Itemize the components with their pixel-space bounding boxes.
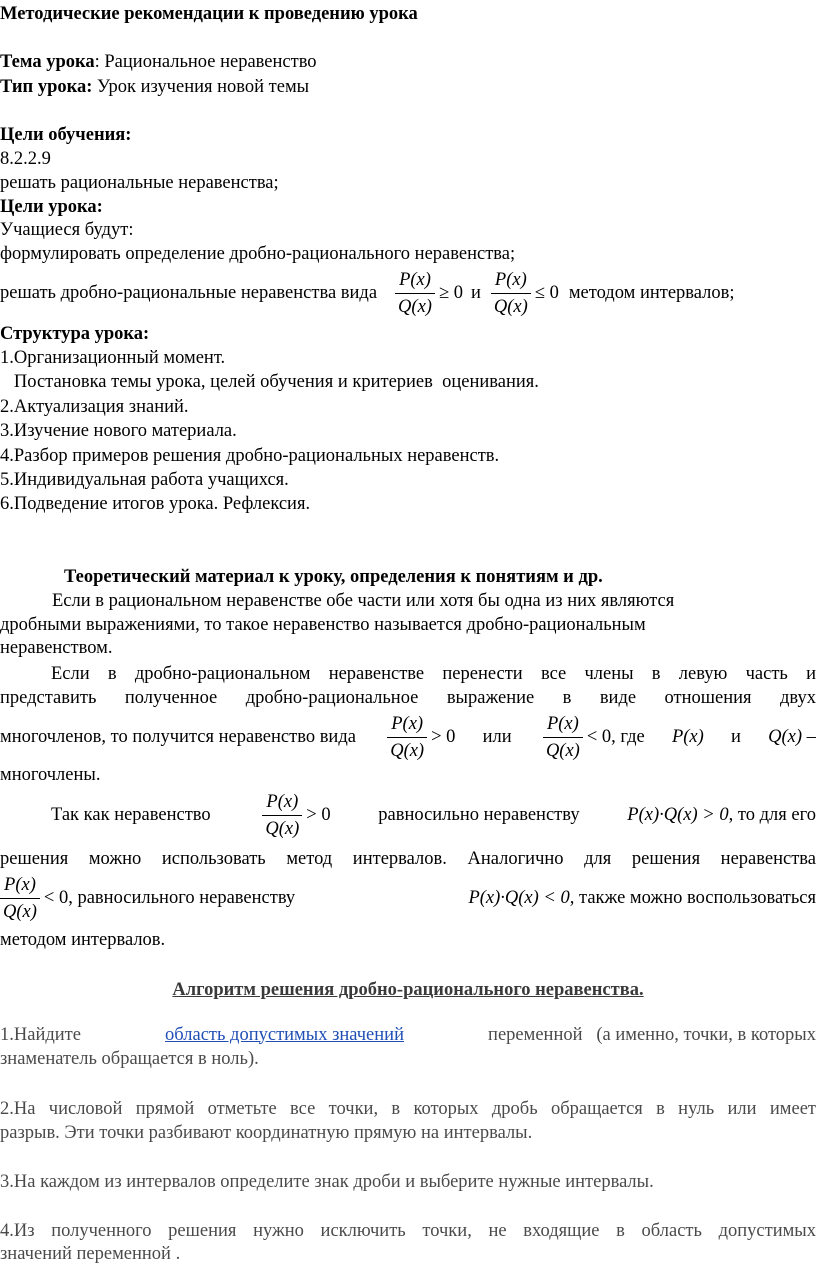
topic-line bbox=[0, 51, 317, 73]
theory-p1-line2: дробными выражениями, то такое неравенство называется дробно-рациональным bbox=[0, 615, 646, 635]
fraction-denominator: Q(x) bbox=[545, 740, 580, 761]
p-of-x: P(x) bbox=[671, 726, 704, 747]
algorithm-step-3: 3.На каждом из интервалов определите знак дроби и выберите нужные интервалы. bbox=[0, 1172, 654, 1192]
fraction-lt-group bbox=[0, 872, 295, 925]
lesson-goal-2-tail: методом интервалов; bbox=[568, 282, 735, 303]
structure-item: 2.Актуализация знаний. bbox=[0, 397, 189, 417]
theory-p2-line2: представить полученное дробно-рациональное выражение в виде отношения двух bbox=[0, 688, 816, 708]
product-gt-group bbox=[627, 805, 816, 826]
lesson-goal-2-text: решать дробно-рациональные неравенства вида bbox=[0, 282, 378, 303]
algorithm-step-2-line2: разрыв. Эти точки разбивают координатную прямую на интервалы. bbox=[0, 1123, 533, 1143]
lesson-type-label: Тип урока: bbox=[0, 77, 93, 97]
structure-item: 6.Подведение итогов урока. Рефлексия. bbox=[0, 494, 311, 514]
and-word: и bbox=[470, 282, 481, 303]
structure-item: 4.Разбор примеров решения дробно-рациональных неравенств. bbox=[0, 446, 500, 466]
structure-item: 5.Индивидуальная работа учащихся. bbox=[0, 470, 289, 490]
theory-heading: Теоретический материал к уроку, определения к понятиям и др. bbox=[64, 567, 603, 587]
product-lt: P(x)·Q(x) < 0 bbox=[468, 887, 570, 908]
theory-p2-line3-text: многочленов, то получится неравенство вида bbox=[0, 726, 356, 747]
structure-item: Постановка темы урока, целей обучения и критериев оценивания. bbox=[0, 372, 539, 392]
lesson-goal-1: формулировать определение дробно-рационального неравенства; bbox=[0, 244, 516, 264]
lesson-type-line bbox=[0, 76, 309, 98]
structure-item: 3.Изучение нового материала. bbox=[0, 421, 237, 441]
structure-heading: Структура урока: bbox=[0, 324, 150, 344]
theory-p3-tail: , то для его bbox=[728, 804, 816, 825]
theory-p3-line4: методом интервалов. bbox=[0, 930, 166, 950]
fraction-numerator: P(x) bbox=[262, 789, 302, 816]
gt-zero: > 0 bbox=[431, 726, 456, 747]
algorithm-step-1 bbox=[0, 1024, 816, 1046]
fraction-numerator: P(x) bbox=[543, 711, 583, 738]
topic-label: Тема урока bbox=[0, 52, 95, 72]
and-word: и bbox=[731, 726, 741, 747]
equivalent-text: равносильно неравенству bbox=[378, 804, 580, 825]
lesson-type-value: Урок изучения новой темы bbox=[92, 77, 310, 97]
fraction-gt-group bbox=[383, 711, 455, 764]
equivalent-text: , равносильного неравенству bbox=[68, 887, 296, 908]
theory-p2-line4: многочлены. bbox=[0, 765, 101, 785]
q-of-x-dash: Q(x) – bbox=[768, 726, 816, 747]
fraction-p-over-q-5 bbox=[262, 789, 302, 842]
product-lt-group bbox=[468, 888, 816, 909]
fraction-denominator: Q(x) bbox=[493, 296, 528, 317]
where-word: , где bbox=[611, 726, 645, 747]
fraction-p-over-q-2 bbox=[491, 267, 531, 320]
fraction-numerator: P(x) bbox=[395, 267, 435, 294]
structure-item: 1.Организационный момент. bbox=[0, 348, 226, 368]
ge-zero: ≥ 0 bbox=[438, 282, 463, 303]
algorithm-step-1-line2: знаменатель обращается в ноль). bbox=[0, 1049, 259, 1069]
fraction-denominator: Q(x) bbox=[390, 740, 425, 761]
product-gt: P(x)·Q(x) > 0 bbox=[627, 804, 729, 825]
fraction-lt-group bbox=[539, 711, 645, 764]
algorithm-step-2-line1: 2.На числовой прямой отметьте все точки, в которых дробь обращается в нуль или имеет bbox=[0, 1099, 816, 1119]
topic-value: : Рациональное неравенство bbox=[94, 52, 317, 72]
domain-link[interactable]: область допустимых значений bbox=[165, 1024, 404, 1045]
fraction-denominator: Q(x) bbox=[265, 818, 300, 839]
or-word: или bbox=[482, 726, 512, 747]
fraction-p-over-q-4 bbox=[543, 711, 583, 764]
theory-p3-text: Так как неравенство bbox=[51, 804, 211, 825]
fraction-p-over-q-1 bbox=[395, 267, 435, 320]
algorithm-heading: Алгоритм решения дробно-рационального неравенства. bbox=[172, 980, 644, 1000]
theory-p2-line1: Если в дробно-рациональном неравенстве перенести все члены в левую часть и bbox=[51, 664, 816, 684]
learning-goal-text: решать рациональные неравенства; bbox=[0, 173, 279, 193]
lt-zero: < 0 bbox=[586, 726, 612, 747]
fraction-denominator: Q(x) bbox=[398, 296, 432, 317]
theory-p3-line3 bbox=[0, 870, 816, 926]
fraction-p-over-q-3 bbox=[387, 711, 427, 764]
theory-p2-line3 bbox=[0, 709, 816, 765]
theory-p1-line1: Если в рациональном неравенстве обе части или хотя бы одна из них являются bbox=[52, 591, 675, 611]
algorithm-step-4-line2: значений переменной . bbox=[0, 1244, 181, 1264]
fraction-numerator: P(x) bbox=[387, 711, 427, 738]
fraction-gt-group bbox=[258, 789, 330, 842]
fraction-p-over-q-6 bbox=[0, 872, 40, 925]
algorithm-step-4-line1: 4.Из полученного решения нужно исключить точки, не входящие в область допустимых bbox=[0, 1221, 816, 1241]
theory-p3-line1 bbox=[51, 787, 816, 843]
lesson-goals-intro: Учащиеся будут: bbox=[0, 220, 134, 240]
le-zero: ≤ 0 bbox=[534, 282, 559, 303]
lesson-goals-heading: Цели урока: bbox=[0, 197, 103, 217]
algorithm-step-1-text: 1.Найдите bbox=[0, 1024, 81, 1045]
learning-goals-heading: Цели обучения: bbox=[0, 125, 132, 145]
fraction-denominator: Q(x) bbox=[3, 901, 37, 922]
learning-goal-code: 8.2.2.9 bbox=[0, 149, 51, 169]
fraction-numerator: P(x) bbox=[0, 872, 40, 899]
theory-p3-line3-tail: , также можно воспользоваться bbox=[569, 887, 816, 908]
gt-zero: > 0 bbox=[306, 804, 331, 825]
algorithm-step-1-tail: переменной (а именно, точки, в которых bbox=[488, 1024, 816, 1045]
lesson-goal-2 bbox=[0, 264, 735, 322]
fraction-numerator: P(x) bbox=[491, 267, 531, 294]
page-title: Методические рекомендации к проведению урока bbox=[0, 4, 418, 24]
theory-p1-line3: неравенством. bbox=[0, 638, 113, 658]
theory-p3-line2: решения можно использовать метод интервалов. Аналогично для решения неравенства bbox=[0, 849, 816, 869]
lt-zero: < 0 bbox=[43, 887, 69, 908]
